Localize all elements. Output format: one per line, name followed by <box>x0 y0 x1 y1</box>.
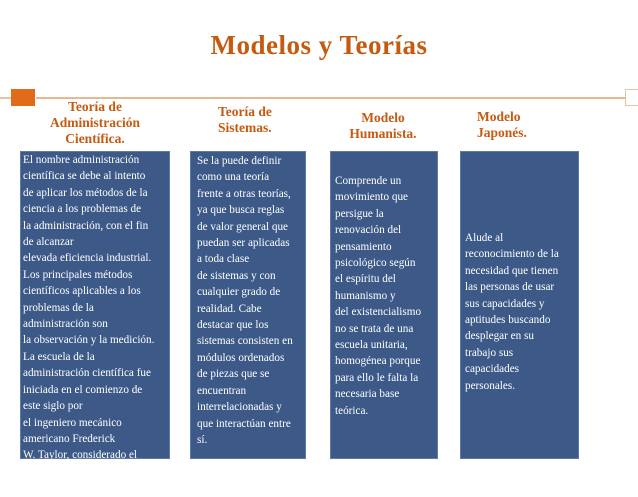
card-teoria-sistemas <box>190 151 306 459</box>
card-text: Se la puede definir como una teoría frente a otras teorías, ya que busca reglas de valor general que puedan ser aplicadas a toda clase de sistemas y con cualquier grado de realidad. Cabe destacar que los sistemas consisten en módulos ordenados de piezas que se encuentran interrelacionadas y que interactúan entre sí. <box>197 155 293 446</box>
heading-modelo-japones: Modelo Japonés. <box>477 109 527 140</box>
accent-square-right <box>625 89 638 106</box>
heading-teoria-sistemas: Teoría de Sistemas. <box>218 104 272 135</box>
slide-title: Modelos y Teorías <box>210 30 428 60</box>
card-text: El nombre administración científica se debe al intento de aplicar los métodos de la ciencia a los problemas de la administración, con el fin de alcanzar elevada eficiencia industrial. Los principales métodos científicos aplicables a los problemas de la administración son la observación y la medición. La escuela de la administración científica fue iniciada en el comienzo de este siglo por el ingeniero mecánico americano Frederick W. Taylor, considerado el fundador de la moderna TGA. <box>23 154 155 495</box>
card-text: Alude al reconocimiento de la necesidad que tienen las personas de usar sus capacidades y aptitudes buscando desplegar en su trabajo sus capacidades personales. <box>465 232 559 392</box>
card-modelo-humanista <box>330 151 438 459</box>
heading-administracion-cientifica: Teoría de Administración Científica. <box>49 99 140 146</box>
heading-modelo-humanista: Modelo Humanista. <box>349 110 417 141</box>
card-administracion-cientifica <box>20 151 170 495</box>
card-text: Comprende un movimiento que persigue la renovación del pensamiento psicológico según el espíritu del humanismo y del existencialismo no se trata de una escuela unitaria, homogénea porque para ello le falta la necesaria base teórica. <box>335 175 422 417</box>
card-modelo-japones <box>460 151 579 459</box>
